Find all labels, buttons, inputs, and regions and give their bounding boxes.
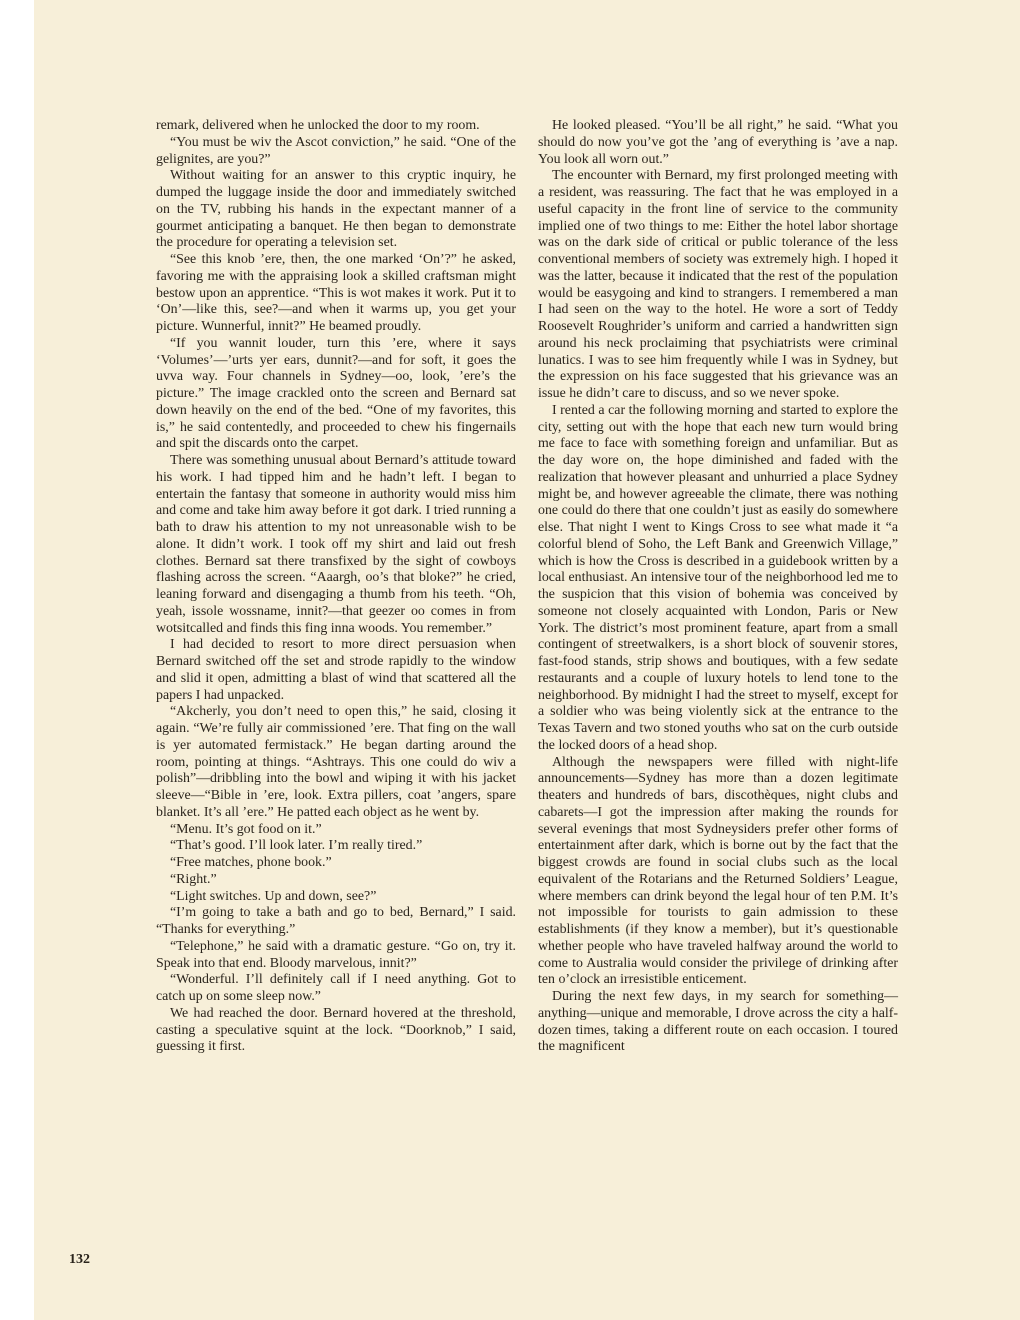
text-column-right [538,118,898,1056]
paragraph: “Akcherly, you don’t need to open this,” he said, closing it again. “We’re fully air commissioned ’ere. That fing on the wall is yer automated fermistack.” He began darting around the room, pointing at things. “Ashtrays. This one could do wiv a polish”—dribbling into the bowl and wiping it with his jacket sleeve—“Bible in ’ere, look. Extra pillers, coat ’angers, spare blanket. It’s all ’ere.” He patted each object as he went by. [156,704,516,820]
paragraph: “If you wannit louder, turn this ’ere, where it says ‘Volumes’—’urts yer ears, dunnit?—and for soft, it goes the uvva way. Four channels in Sydney—oo, look, ’ere’s the picture.” The image crackled onto the screen and Bernard sat down heavily on the end of the bed. “One of my favorites, this is,” he said contentedly, and proceeded to chew his fingernails and spit the discards onto the carpet. [156,335,516,452]
text-column-left [156,118,516,1056]
paragraph: “You must be wiv the Ascot conviction,” he said. “One of the gelignites, are you?” [156,134,516,167]
paragraph: “I’m going to take a bath and go to bed, Bernard,” I said. “Thanks for everything.” [156,905,516,937]
page-number: 132 [69,1252,90,1267]
page-margin-shadow [0,0,34,1320]
paragraph: “Right.” [170,871,217,887]
paragraph: We had reached the door. Bernard hovered at the threshold, casting a speculative squint at the lock. “Doorknob,” I said, guessing it first. [156,1005,516,1055]
paragraph: “Free matches, phone book.” [170,855,332,870]
paragraph: “See this knob ’ere, then, the one marked ‘On’?” he asked, favoring me with the appraising look a skilled craftsman might bestow upon an apprentice. “This is wot makes it work. Put it to ‘On’—like this, see?—and when it warms up, you get your picture. Wunnerful, innit?” He beamed proudly. [156,252,516,334]
paragraph: Although the newspapers were filled with night-life announcements—Sydney has more than a dozen legitimate theaters and hundreds of bars, discothèques, night clubs and cabarets—I got the impression after making the rounds for several evenings that most Sydneysiders prefer other forms of entertainment after dark, which is borne out by the fact that the biggest crowds are found in social clubs such as the local equivalent of the Rotarians and the Returned Soldiers’ League, where members can drink beyond the legal hour of ten P.M. It’s not impossible for tourists to gain admission to these establishments (if they know a member), but it’s questionable whether people who have traveled halfway around the world to come to Australia would consider the privilege of drinking after ten o’clock an irresistible enticement. [538,754,898,988]
paragraph: “That’s good. I’ll look later. I’m really tired.” [170,838,423,854]
paragraph: There was something unusual about Bernard’s attitude toward his work. I had tipped him and he hadn’t left. I began to entertain the fantasy that someone in authority would miss him and come and take him away before it got dark. I tried running a bath to draw his attention to my not unreasonable wish to be alone. It didn’t work. I took off my shirt and laid out fresh clothes. Bernard sat there transfixed by the sight of cowboys flashing across the screen. “Aaargh, oo’s that bloke?” he cried, leaning forward and disengaging a thumb from his teeth. “Oh, yeah, issole wossname, innit?—that geezer oo comes in from wotsitcalled and finds this fing inna woods. You remember.” [156,453,516,636]
paragraph: “Light switches. Up and down, see?” [170,888,377,904]
paragraph: He looked pleased. “You’ll be all right,” he said. “What you should do now you’ve got the ’ang of everything is ’ave a nap. You look all worn out.” [538,118,898,167]
paragraph: During the next few days, in my search for something—anything—unique and memorable, I drove across the city a half-dozen times, taking a different route on each occasion. I toured the magnificent [538,989,898,1055]
paragraph: “Menu. It’s got food on it.” [170,821,322,837]
paragraph: “Wonderful. I’ll definitely call if I need anything. Got to catch up on some sleep now.” [156,972,516,1004]
paragraph: Without waiting for an answer to this cryptic inquiry, he dumped the luggage inside the door and immediately switched on the TV, rubbing his hands in the expectant manner of a gourmet anticipating a banquet. He then began to demonstrate the procedure for operating a television set. [156,168,516,251]
paragraph: remark, delivered when he unlocked the door to my room. [156,118,480,133]
paragraph: The encounter with Bernard, my first prolonged meeting with a resident, was reassuring. The fact that he was employed in a useful capacity in the front line of service to the community implied one of two things to me: Either the hotel labor shortage was on the dark side of critical or public tolerance of the less conventional members of society was extremely high. I hoped it was the latter, because it indicated that the rest of the population would be easygoing and kind to strangers. I remembered a man I had seen on the way to the hotel. He wore a sort of Teddy Roosevelt Roughrider’s uniform and carried a handwritten sign around his neck proclaiming that psychiatrists were criminal lunatics. I was to see him frequently while I was in Sydney, but the expression on his face suggested that his grievance was an issue he didn’t care to discuss, and so we never spoke. [538,168,898,401]
paragraph: I had decided to resort to more direct persuasion when Bernard switched off the set and strode rapidly to the window and slid it open, admitting a blast of wind that scattered all the papers I had unpacked. [156,637,516,703]
paragraph: I rented a car the following morning and started to explore the city, setting out with the hope that each new turn would bring me face to face with something foreign and unfamiliar. But as the day wore on, the hope diminished and faded with the realization that however pleasant and unhurried a place Sydney might be, and however agreeable the climate, there was nothing one could do there that one couldn’t just as easily do somewhere else. That night I went to Kings Cross to see what made it “a colorful blend of Soho, the Left Bank and Greenwich Village,” which is how the Cross is described in a guidebook written by a local enthusiast. An intensive tour of the neighborhood led me to the suspicion that this vision of bohemia was conceived by someone not closely acquainted with London, Paris or New York. The district’s most prominent feature, apart from a small contingent of streetwalkers, is a short block of souvenir stores, fast-food stands, strip shows and boutiques, with a few sedate restaurants and a couple of luxury hotels to lend tone to the neighborhood. By midnight I had the street to myself, except for a soldier who was being violently sick at the entrance to the Texas Tavern and two stoned youths who sat on the curb outside the locked doors of a head shop. [538,402,898,753]
paragraph: “Telephone,” he said with a dramatic gesture. “Go on, try it. Speak into that end. Bloody marvelous, innit?” [156,938,516,971]
